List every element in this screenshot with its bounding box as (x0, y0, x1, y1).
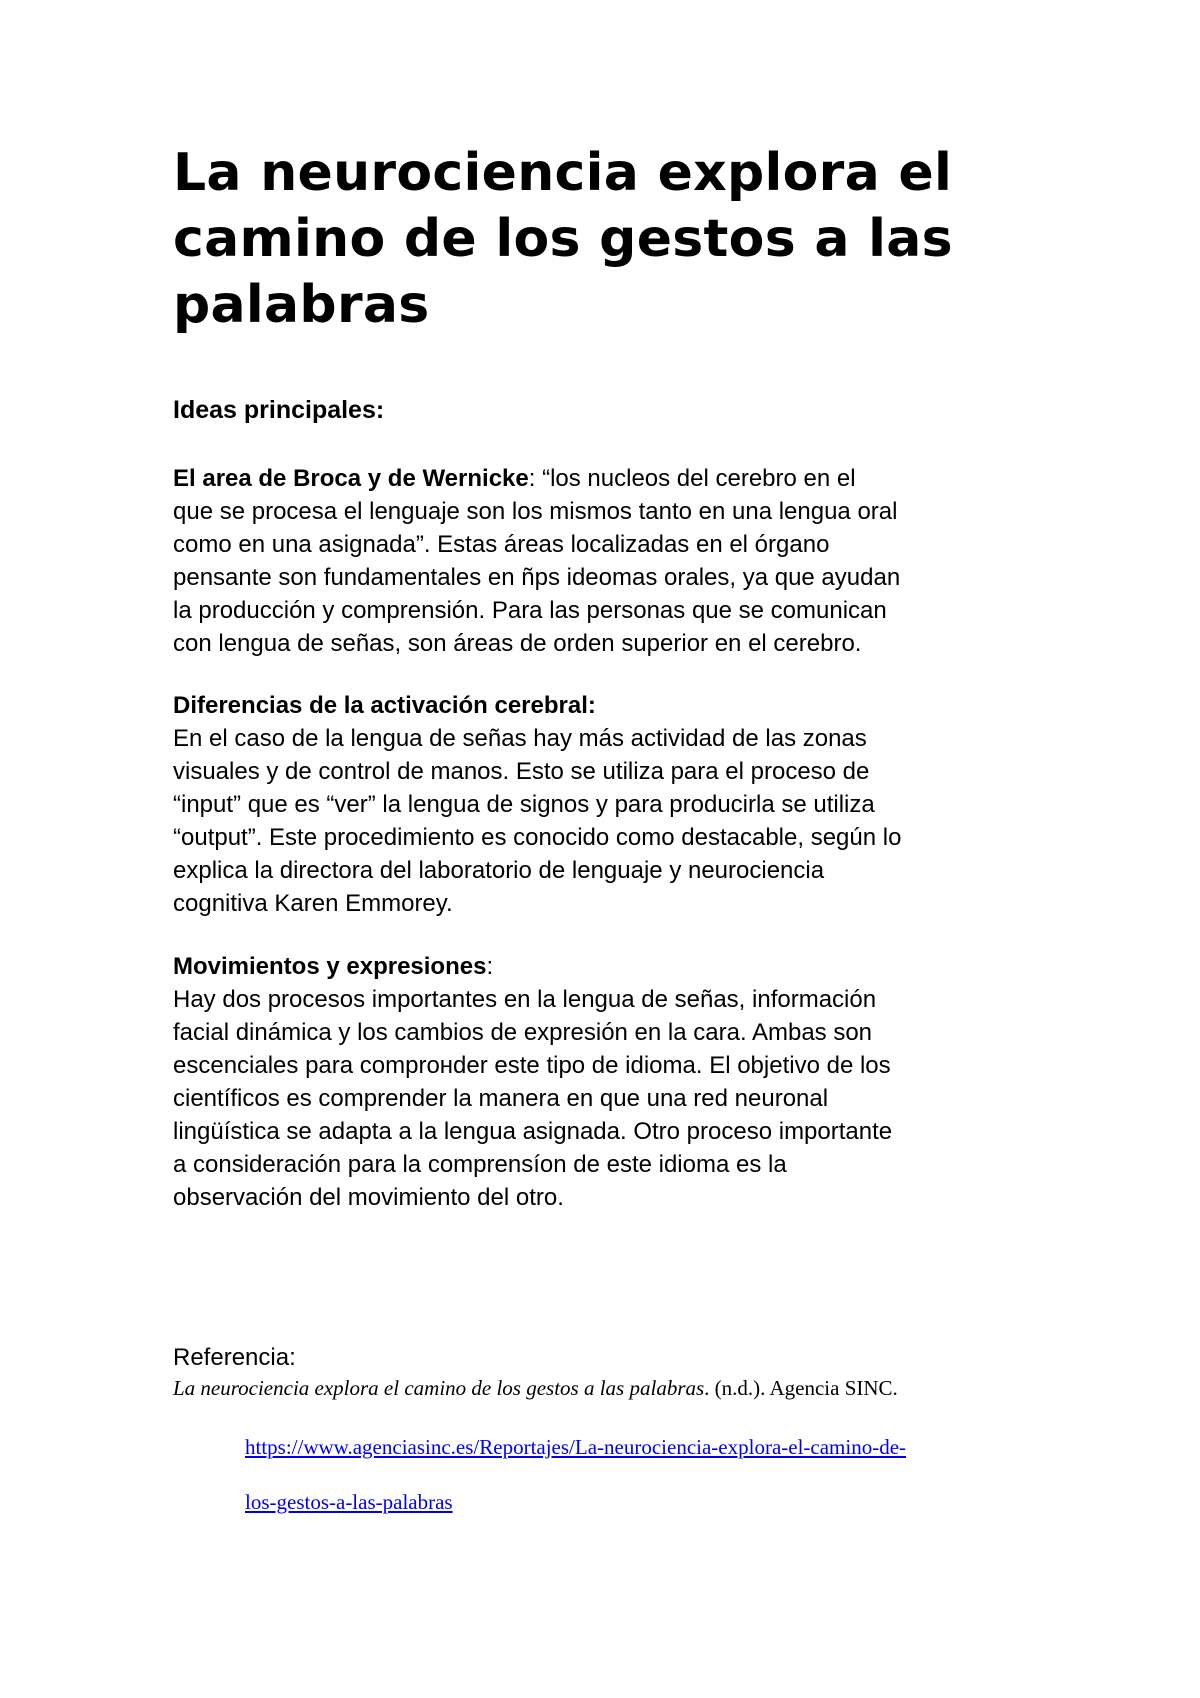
title-line: palabras (173, 275, 430, 335)
section-heading: Diferencias de la activación cerebral: (173, 692, 596, 719)
document-title (173, 140, 1053, 338)
section-heading-line (173, 462, 1073, 495)
paragraph-line: la producción y comprensión. Para las personas que se comunican (173, 597, 887, 624)
reference-url-link[interactable]: https://www.agenciasinc.es/Reportajes/La-neurociencia-explora-el-camino-de- (245, 1435, 907, 1459)
paragraph-line: facial dinámica y los cambios de expresión en la cara. Ambas son (173, 1019, 873, 1046)
paragraph-line: científicos es comprender la manera en que una red neuronal (173, 1085, 829, 1112)
section-heading-line (173, 689, 1073, 722)
ideas-heading: Ideas principales: (173, 396, 385, 424)
paragraph-line: Hay dos procesos importantes en la lengua de señas, información (173, 986, 877, 1013)
paragraph-line: pensante son fundamentales en ñps ideomas orales, ya que ayudan (173, 564, 901, 591)
paragraph-line: cognitiva Karen Emmorey. (173, 890, 453, 917)
paragraph-line: “output”. Este procedimiento es conocido como destacable, según lo (173, 824, 902, 851)
paragraph-line: como en una asignada”. Estas áreas localizadas en el órgano (173, 531, 830, 558)
paragraph-line: explica la directora del laboratorio de lenguaje y neurociencia (173, 857, 825, 884)
reference-citation (173, 1374, 898, 1402)
reference-url-link-continued[interactable]: los-gestos-a-las-palabras (245, 1490, 453, 1514)
reference-heading: Referencia: (173, 1344, 296, 1371)
paragraph-line: escenciales para comprонder este tipo de idioma. El objetivo de los (173, 1052, 891, 1079)
section-broca-wernicke (173, 462, 1073, 660)
section-activacion-cerebral (173, 689, 1073, 920)
section-heading: Movimientos y expresiones (173, 953, 487, 980)
paragraph-line: En el caso de la lengua de señas hay más actividad de las zonas (173, 725, 867, 752)
paragraph-line: observación del movimiento del otro. (173, 1184, 564, 1211)
paragraph-line: que se procesa el lenguaje son los mismos tanto en una lengua oral (173, 498, 898, 525)
paragraph-line: “input” que es “ver” la lengua de signos y para producirla se utiliza (173, 791, 875, 818)
section-heading: El area de Broca y de Wernicke (173, 465, 529, 492)
reference-title: La neurociencia explora el camino de los gestos a las palabras (173, 1376, 705, 1400)
section-heading-line (173, 950, 1073, 983)
paragraph-line: con lengua de señas, son áreas de orden superior en el cerebro. (173, 630, 862, 657)
paragraph-line: visuales y de control de manos. Esto se utiliza para el proceso de (173, 758, 870, 785)
section-movimientos-expresiones (173, 950, 1073, 1214)
section-heading-suffix: : “los nucleos del cerebro en el (528, 465, 856, 492)
paragraph-line: lingüística se adapta a la lengua asignada. Otro proceso importante (173, 1118, 893, 1145)
title-line: camino de los gestos a las (173, 209, 953, 269)
reference-source: . (n.d.). Agencia SINC. (704, 1376, 898, 1400)
section-heading-suffix: : (486, 953, 494, 980)
paragraph-line: a consideración para la comprensíon de este idioma es la (173, 1151, 787, 1178)
title-line: La neurociencia explora el (173, 143, 953, 203)
